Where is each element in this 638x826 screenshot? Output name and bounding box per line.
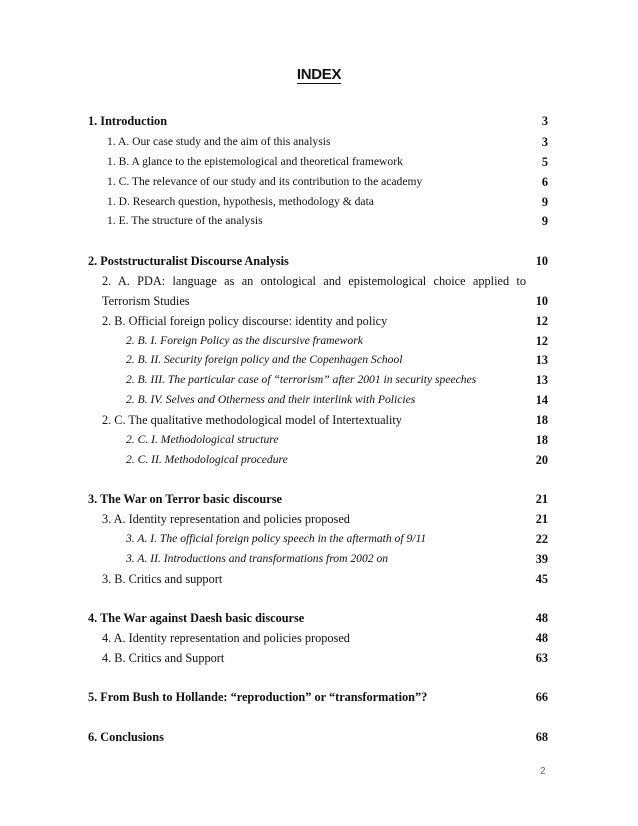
toc-entry-page: 3 [541,114,548,128]
toc-entry-page: 9 [541,195,548,209]
toc-entry-label: 2. C. I. Methodological structure [126,433,279,446]
toc-entry-page: 21 [535,492,548,506]
toc-entry-wrapped-line: 2. A. PDA: language as an ontological and epistemological choice applied to [102,274,526,288]
toc-entry-page: 6 [541,175,548,189]
toc-entry-label: 4. B. Critics and Support [102,651,225,665]
toc-entry-label: 2. C. The qualitative methodological model of Intertextuality [102,413,402,427]
toc-entry-label: 3. A. Identity representation and policies proposed [102,512,350,526]
toc-entry-page: 13 [535,353,548,367]
toc-entry-label: 1. B. A glance to the epistemological and theoretical framework [107,155,403,168]
toc-entry-page: 68 [535,730,548,744]
toc-entry-page: 10 [535,294,548,308]
toc-entry-page: 3 [541,135,548,149]
toc-entry-label: 1. A. Our case study and the aim of this analysis [107,135,331,148]
toc-entry-label: 3. B. Critics and support [102,572,223,586]
toc-entry-label: 1. D. Research question, hypothesis, methodology & data [107,195,374,208]
toc-entry-page: 20 [535,453,548,467]
toc-entry-label: 2. B. Official foreign policy discourse: identity and policy [102,314,388,328]
toc-entry-label: 3. The War on Terror basic discourse [88,492,282,506]
toc-entry-label: 2. B. III. The particular case of “terrorism” after 2001 in security speeches [126,373,477,386]
toc-entry-page: 48 [535,611,548,625]
toc-entry-page: 5 [541,155,548,169]
toc-entry-page: 13 [535,373,548,387]
toc-entry-label: 1. Introduction [88,114,168,128]
toc-entry-page: 12 [535,334,548,348]
toc-entry-label: 2. B. IV. Selves and Otherness and their interlink with Policies [126,393,416,406]
toc-entry-label: 2. B. I. Foreign Policy as the discursive framework [126,334,363,347]
toc-entry-page: 10 [535,254,548,268]
toc-entry-page: 21 [535,512,548,526]
toc-entry-label: 3. A. I. The official foreign policy speech in the aftermath of 9/11 [126,532,427,545]
toc-entry-label: 2. B. II. Security foreign policy and the Copenhagen School [126,353,403,366]
toc-entry-page: 14 [535,393,548,407]
toc-entry-label: 1. E. The structure of the analysis [107,214,263,227]
toc-entry-page: 66 [535,690,548,704]
toc-entry-page: 9 [541,214,548,228]
toc-entry-page: 63 [535,651,548,665]
toc-entry-label: 2. Poststructuralist Discourse Analysis [88,254,289,268]
toc-entry-label: 2. C. II. Methodological procedure [126,453,288,466]
toc-entry-page: 39 [535,552,548,566]
toc-entry-label: 3. A. II. Introductions and transformations from 2002 on [126,552,389,565]
toc-entry-page: 45 [535,572,548,586]
page-number: 2 [540,766,546,777]
toc-entry-page: 18 [535,413,548,427]
toc-entry-label: 4. A. Identity representation and policies proposed [102,631,350,645]
toc-entry-page: 12 [535,314,548,328]
toc-entry-label: 5. From Bush to Hollande: “reproduction” or “transformation”? [88,690,428,704]
toc-entry-page: 18 [535,433,548,447]
page-title: INDEX [296,66,342,83]
toc-entry-label: 4. The War against Daesh basic discourse [88,611,305,625]
toc-entry-label: 1. C. The relevance of our study and its contribution to the academy [107,175,423,188]
toc-entry-label: 6. Conclusions [88,730,164,744]
toc-entry-page: 22 [535,532,548,546]
toc-entry-page: 48 [535,631,548,645]
toc-entry-label: Terrorism Studies [102,294,190,308]
